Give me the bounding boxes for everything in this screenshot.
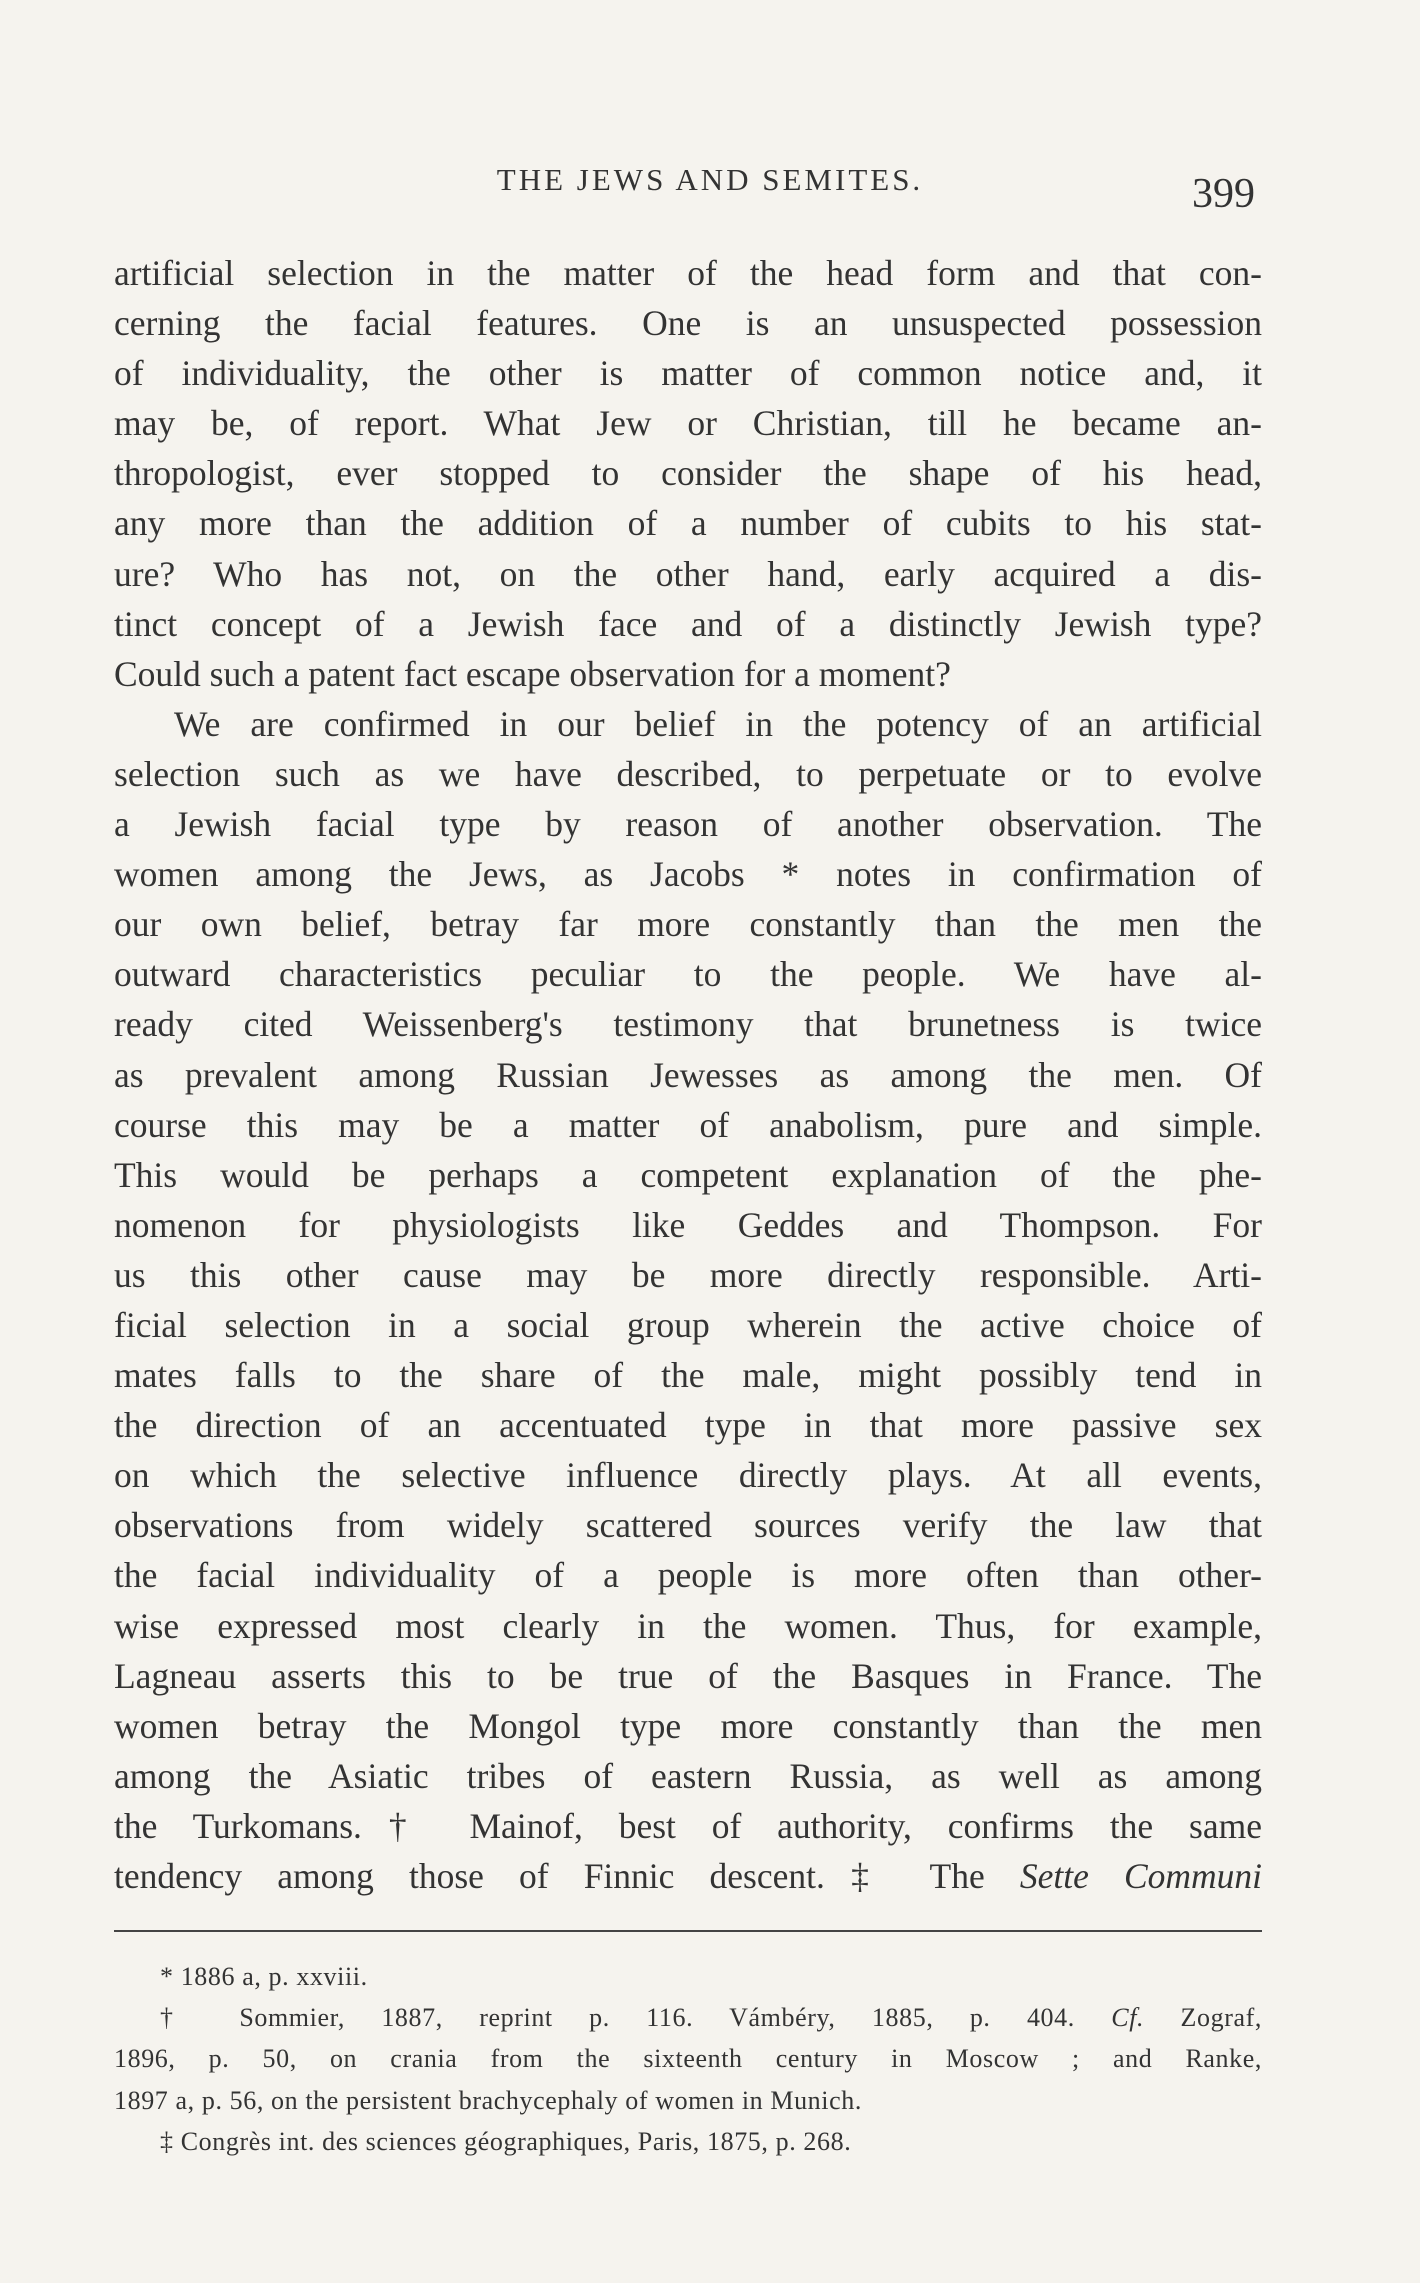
text-line: on which the selective influence directly plays. At all events, (114, 1455, 1262, 1496)
footnote-3: ‡ Congrès int. des sciences géographiques, Paris, 1875, p. 268. (160, 2126, 852, 2156)
text-line: the direction of an accentuated type in that more passive sex (114, 1405, 1262, 1446)
text-line: artificial selection in the matter of the head form and that con- (114, 253, 1262, 293)
footnote-2-cf: Cf. (1111, 2003, 1145, 2033)
text-line: observations from widely scattered sources verify the law that (114, 1505, 1262, 1546)
text-line: as prevalent among Russian Jewesses as among the men. Of (114, 1054, 1262, 1095)
text-line: course this may be a matter of anabolism, pure and simple. (114, 1104, 1262, 1145)
text-line-lead: tendency among those of Finnic descent.‡ The (114, 1856, 1020, 1896)
text-line: nomenon for physiologists like Geddes and Thompson. For (114, 1204, 1262, 1245)
footnotes (114, 1956, 1262, 2162)
text-line: ficial selection in a social group wherein the active choice of (114, 1304, 1262, 1345)
text-line: wise expressed most clearly in the women. Thus, for example, (114, 1605, 1262, 1646)
footnote-2-line-1 (114, 1997, 1262, 2038)
text-line: women among the Jews, as Jacobs * notes in confirmation of (114, 854, 1262, 895)
text-line: We are confirmed in our belief in the potency of an artificial (174, 703, 1262, 744)
text-line: ure? Who has not, on the other hand, early acquired a dis- (114, 553, 1262, 594)
text-line: Could such a patent fact escape observation for a moment? (114, 653, 951, 694)
text-line: tinct concept of a Jewish face and of a distinctly Jewish type? (114, 603, 1262, 644)
text-line: thropologist, ever stopped to consider the shape of his head, (114, 453, 1262, 494)
footnote-rule (114, 1930, 1262, 1932)
text-line: us this other cause may be more directly responsible. Arti- (114, 1254, 1262, 1295)
footnote-2-line-2: 1896, p. 50, on crania from the sixteenth century in Moscow ; and Ranke, (114, 2044, 1262, 2074)
text-line: among the Asiatic tribes of eastern Russia, as well as among (114, 1755, 1262, 1796)
italic-title: Sette Communi (1019, 1856, 1263, 1896)
footnote-2-text-b: Zograf, (1144, 2003, 1262, 2033)
text-line-last (114, 1851, 1262, 1901)
body-text (114, 248, 1262, 1901)
text-line: of individuality, the other is matter of common notice and, it (114, 353, 1262, 394)
text-line: Lagneau asserts this to be true of the Basques in France. The (114, 1655, 1262, 1696)
running-head: THE JEWS AND SEMITES. (496, 162, 924, 197)
text-line: may be, of report. What Jew or Christian, till he became an- (114, 403, 1262, 444)
text-line: the facial individuality of a people is more often than other- (114, 1555, 1262, 1596)
footnote-1: * 1886 a, p. xxviii. (160, 1962, 368, 1991)
text-line: our own belief, betray far more constantly than the men the (114, 904, 1262, 945)
text-line: women betray the Mongol type more constantly than the men (114, 1705, 1262, 1746)
text-line: cerning the facial features. One is an unsuspected possession (114, 303, 1262, 344)
text-line: the Turkomans.† Mainof, best of authority, confirms the same (114, 1805, 1262, 1846)
text-line: selection such as we have described, to perpetuate or to evolve (114, 753, 1262, 794)
text-line: any more than the addition of a number of cubits to his stat- (114, 503, 1262, 544)
footnote-2-line-3: 1897 a, p. 56, on the persistent brachycephaly of women in Munich. (114, 2085, 862, 2115)
text-line: outward characteristics peculiar to the people. We have al- (114, 954, 1262, 995)
text-line: ready cited Weissenberg's testimony that brunetness is twice (114, 1004, 1262, 1045)
text-line: mates falls to the share of the male, might possibly tend in (114, 1355, 1262, 1396)
footnote-2-text: † Sommier, 1887, reprint p. 116. Vámbéry, 1885, p. 404. (160, 2003, 1112, 2033)
text-line: a Jewish facial type by reason of another observation. The (114, 804, 1262, 845)
text-line: This would be perhaps a competent explanation of the phe- (114, 1154, 1262, 1195)
page-number: 399 (1192, 171, 1255, 217)
